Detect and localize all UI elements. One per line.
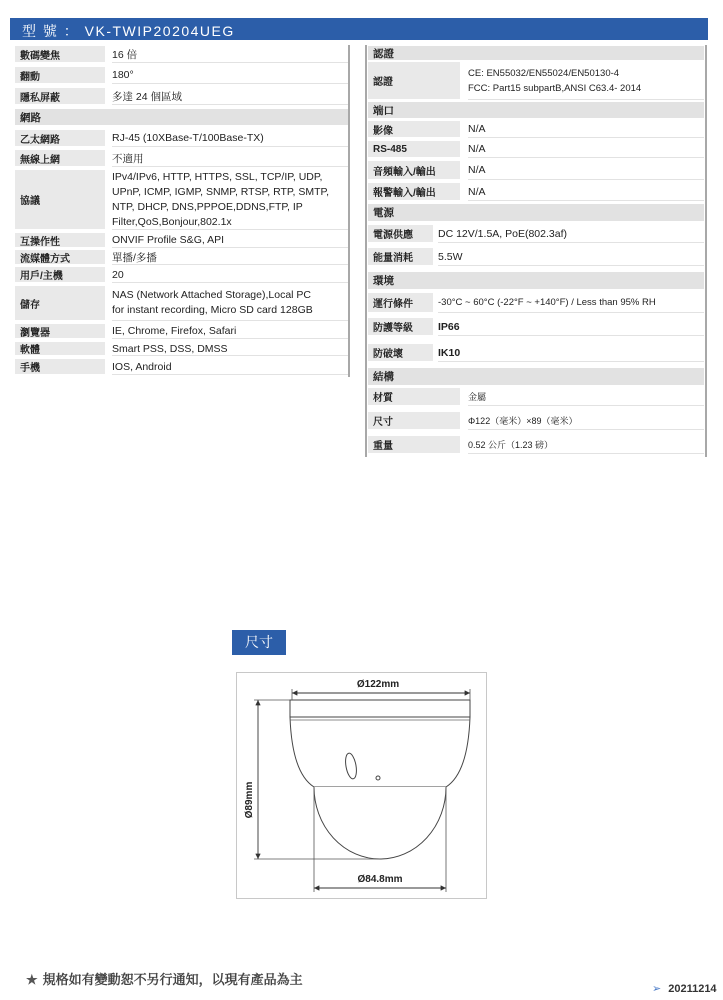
spec-label: RS-485 — [368, 141, 460, 157]
footer-note — [26, 969, 303, 988]
spec-label: 翻動 — [15, 67, 105, 83]
section-title: 結構 — [368, 368, 704, 385]
spec-label: 軟體 — [15, 342, 105, 355]
spec-label: 協議 — [15, 170, 105, 229]
spec-value: -30°C ~ 60°C (-22°F ~ +140°F) / Less than 95% RH — [438, 293, 704, 313]
spec-value-line: IPv4/IPv6, HTTP, HTTPS, SSL, TCP/IP, UDP, — [112, 170, 323, 183]
section-title: 認證 — [368, 46, 704, 60]
spec-row-size — [368, 412, 704, 430]
section-title: 環境 — [368, 272, 704, 289]
spec-row-digital-zoom — [15, 46, 348, 63]
spec-value: 多達 24 個區域 — [112, 88, 348, 105]
star-icon: ★ — [26, 972, 38, 987]
spec-label: 乙太網路 — [15, 130, 105, 146]
spec-label: 影像 — [368, 121, 460, 137]
spec-row-tilt — [15, 67, 348, 84]
spec-value-line: CE: EN55032/EN55024/EN50130-4 — [468, 67, 620, 79]
spec-row-vandal-proof — [368, 344, 704, 362]
section-title: 端口 — [368, 102, 704, 118]
spec-label: 報警輸入/輸出 — [368, 183, 460, 200]
spec-value-line: NAS (Network Attached Storage),Local PC — [112, 289, 312, 301]
spec-row-ethernet — [15, 130, 348, 147]
spec-row-software — [15, 342, 348, 356]
spec-value: RJ-45 (10XBase-T/100Base-TX) — [112, 130, 348, 147]
spec-label: 尺寸 — [368, 412, 460, 429]
section-certification — [368, 46, 704, 61]
spec-value: IE, Chrome, Firefox, Safari — [112, 324, 348, 339]
top-width-label: Ø122mm — [356, 679, 400, 690]
spec-value-line: UPnP, ICMP, IGMP, SNMP, RTSP, RTP, SMTP, — [112, 185, 330, 198]
spec-value: 0.52 公斤（1.23 磅） — [468, 436, 704, 454]
spec-row-rs485 — [368, 141, 704, 158]
spec-value-line: Filter,QoS,Bonjour,802.1x — [112, 215, 232, 228]
spec-row-audio-io — [368, 161, 704, 180]
height-label: Ø89mm — [244, 781, 255, 819]
spec-row-mobile — [15, 359, 348, 375]
spec-row-browser — [15, 324, 348, 339]
spec-value-line: NTP, DHCP, DNS,PPPOE,DDNS,FTP, IP — [112, 200, 303, 213]
section-structure — [368, 368, 704, 386]
spec-label: 認證 — [368, 62, 460, 99]
spec-value: Φ122（毫米）×89（毫米） — [468, 412, 704, 430]
spec-row-storage — [15, 286, 348, 321]
spec-value: 金屬 — [468, 388, 704, 406]
header-bar — [10, 18, 708, 40]
spec-value: N/A — [468, 161, 704, 180]
spec-value: IP66 — [438, 318, 704, 336]
spec-value: IK10 — [438, 344, 704, 362]
spec-label: 能量消耗 — [368, 248, 433, 265]
spec-row-certification — [368, 62, 704, 100]
arrow-bullet-icon: ➢ — [652, 983, 662, 995]
dimensions-tab: 尺寸 — [232, 630, 286, 655]
spec-value: DC 12V/1.5A, PoE(802.3af) — [438, 225, 704, 243]
spec-row-wifi — [15, 150, 348, 167]
spec-label: 電源供應 — [368, 225, 433, 242]
spec-value: 180° — [112, 67, 348, 84]
spec-label: 用戶/主機 — [15, 267, 105, 282]
spec-value: IOS, Android — [112, 359, 348, 375]
right-table-right-border — [705, 45, 707, 457]
spec-label: 互操作性 — [15, 233, 105, 247]
spec-value: N/A — [468, 121, 704, 138]
section-ports — [368, 102, 704, 119]
camera-dome — [314, 787, 446, 859]
spec-value: 單播/多播 — [112, 250, 348, 265]
spec-label: 防護等級 — [368, 318, 433, 335]
spec-row-protocol — [15, 170, 348, 230]
spec-row-power-consumption — [368, 248, 704, 266]
spec-value: N/A — [468, 141, 704, 158]
spec-label: 瀏覽器 — [15, 324, 105, 338]
section-network — [15, 109, 348, 126]
spec-value — [468, 62, 704, 100]
spec-value: ONVIF Profile S&G, API — [112, 233, 348, 248]
spec-label: 隱私屏蔽 — [15, 88, 105, 104]
spec-row-power-supply — [368, 225, 704, 243]
spec-label: 重量 — [368, 436, 460, 453]
section-environment — [368, 272, 704, 290]
model-title: 型 號 ： VK-TWIP20204UEG — [22, 23, 235, 39]
spec-value: 5.5W — [438, 248, 704, 266]
spec-label: 數碼變焦 — [15, 46, 105, 62]
spec-value: 不適用 — [112, 150, 348, 167]
spec-row-operating-conditions — [368, 293, 704, 313]
spec-row-privacy-mask — [15, 88, 348, 105]
spec-value-line: FCC: Part15 subpartB,ANSI C63.4- 2014 — [468, 82, 642, 94]
spec-row-weight — [368, 436, 704, 454]
spec-row-users — [15, 267, 348, 283]
spec-label: 防破壞 — [368, 344, 433, 361]
spec-row-video — [368, 121, 704, 138]
spec-value: 16 倍 — [112, 46, 348, 63]
spec-row-protection — [368, 318, 704, 336]
spec-label: 音頻輸入/輸出 — [368, 161, 460, 179]
section-title: 網路 — [15, 109, 348, 125]
spec-value-line: for instant recording, Micro SD card 128GB — [112, 304, 313, 316]
spec-label: 運行條件 — [368, 293, 433, 312]
dimension-drawing — [230, 665, 495, 905]
spec-value — [112, 170, 348, 230]
footer-date — [652, 982, 717, 995]
spec-row-alarm-io — [368, 183, 704, 201]
spec-label: 儲存 — [15, 286, 105, 320]
spec-row-interoperability — [15, 233, 348, 248]
spec-row-material — [368, 388, 704, 406]
spec-label: 無線上網 — [15, 150, 105, 166]
spec-label: 材質 — [368, 388, 460, 405]
section-title: 電源 — [368, 204, 704, 221]
spec-label: 流媒體方式 — [15, 250, 105, 264]
revision-date: 20211214 — [668, 983, 717, 995]
spec-value: Smart PSS, DSS, DMSS — [112, 342, 348, 356]
spec-value — [112, 286, 348, 321]
bottom-width-label: Ø84.8mm — [357, 874, 403, 885]
section-power — [368, 204, 704, 222]
camera-top-plate — [290, 700, 470, 717]
left-table-border — [348, 45, 350, 377]
right-table-left-border — [365, 45, 367, 457]
spec-label: 手機 — [15, 359, 105, 374]
spec-row-streaming — [15, 250, 348, 265]
footer-note-text: 規格如有變動恕不另行通知，以現有產品為主 — [42, 972, 303, 987]
spec-value: N/A — [468, 183, 704, 201]
spec-value: 20 — [112, 267, 348, 283]
